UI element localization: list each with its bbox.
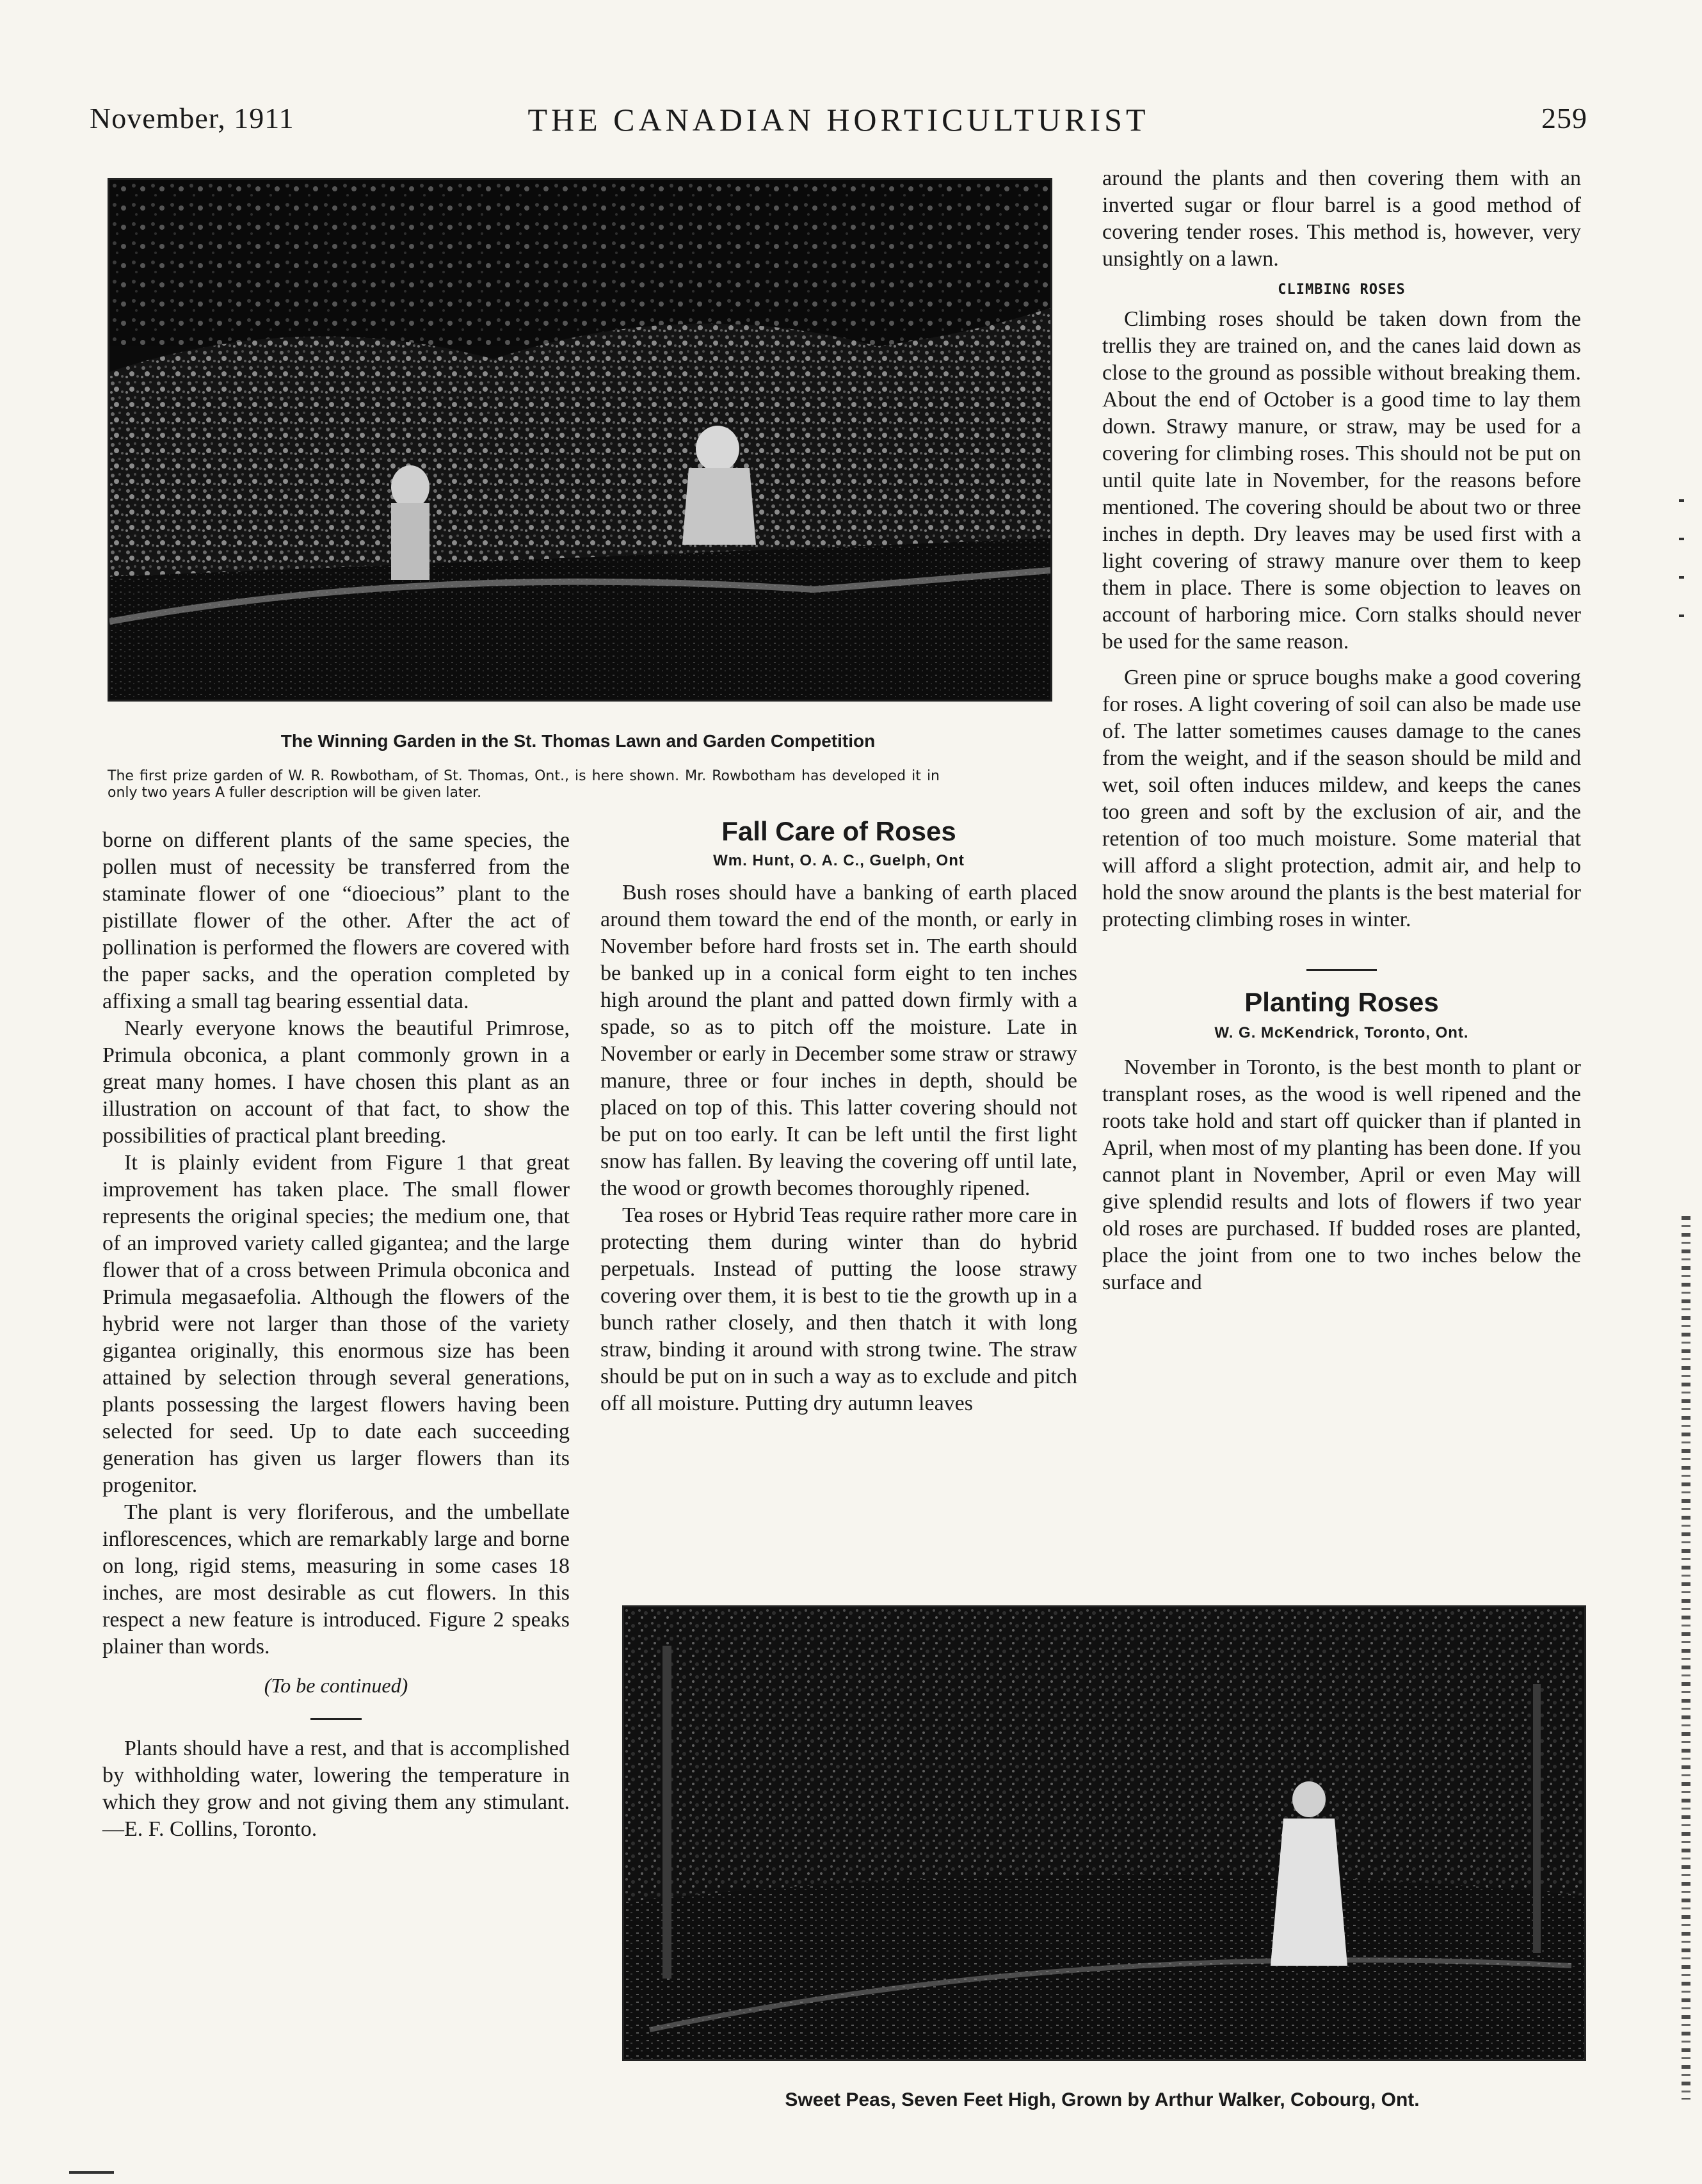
page-number: 259 — [1541, 102, 1587, 134]
collins-note: Plants should have a rest, and that is accomplished by withholding water, lowering the temperature in which they grow and not giving them any stimulant.—E. F. Collins, Toronto. — [102, 1737, 570, 1841]
left-paragraph: Nearly everyone knows the beautiful Primrose, Primula obconica, a plant commonly grown in a great many homes. I have chosen this plant as an illustration on account of that fact, to show the possibilities of practical plant breeding. — [102, 1016, 570, 1148]
left-column — [102, 827, 570, 1843]
climbing-paragraph: Climbing roses should be taken down from the trellis they are trained on, and the canes laid down as close to the ground as possible without breaking them. About the end of October is a good time to lay them down. Strawy manure, or straw, may be used for a covering for climbing roses. This should not be put on until quite late in November, for the reasons before mentioned. The covering should be about two or three inches in depth. Dry leaves may be used first with a light covering of strawy manure over them to keep them in place. There is some objection to leaves on account of harboring mice. Corn stalks should never be used for the same reason. — [1102, 307, 1581, 654]
section-divider — [310, 1718, 362, 1720]
fall-care-continuation: around the plants and then covering them with an inverted sugar or flour barrel is a good method of covering tender roses. This method is, however, very unsightly on a lawn. — [1102, 166, 1581, 271]
planting-roses-byline: W. G. McKendrick, Toronto, Ont. — [1214, 1024, 1469, 1041]
climbing-roses-subhead: CLIMBING ROSES — [1278, 282, 1406, 298]
section-divider — [1306, 969, 1377, 971]
left-paragraph: It is plainly evident from Figure 1 that great improvement has taken place. The small flower represents the original species; the medium one, that of an improved variety called gigantea; and the large flower that of a cross between Primula obconica and Primula megasaefolia. Although the flowers of the hybrid were not larger than those of the variety gigantea originally, this enormous size has been attained by selection through several generations, plants possessing the largest flowers having been selected for seed. Up to date each succeeding generation has given us larger flowers than its progenitor. — [102, 1151, 570, 1497]
right-column — [1102, 165, 1581, 1296]
climbing-paragraph: Green pine or spruce boughs make a good covering for roses. A light covering of soil can also be made use of. The latter sometimes causes damage to the canes from the weight, and if the season should be mild and wet, soil often induces mildew, and keeps the canes too green and soft by the exclusion of air, and the retention of too much moisture. Some material that will afford a slight protection, admit air, and help to hold the snow around the plants is the best material for protecting climbing roses in winter. — [1102, 666, 1581, 931]
left-paragraph: borne on different plants of the same species, the pollen must of necessity be transferred from the staminate flower of one “dioecious” plant to the pistillate flower of the other. After the act of pollination is performed the flowers are covered with the paper sacks, and the operation completed by affixing a small tag bearing essential data. — [102, 828, 570, 1013]
fall-care-byline: Wm. Hunt, O. A. C., Guelph, Ont — [713, 852, 965, 869]
magazine-title: THE CANADIAN HORTICULTURIST — [527, 102, 1150, 138]
running-header — [90, 101, 1587, 146]
to-be-continued: (To be continued) — [264, 1674, 408, 1697]
sweet-peas-image — [624, 1607, 1584, 2059]
fall-care-paragraph: Bush roses should have a banking of earth placed around them toward the end of the month, or early in November before hard frosts set in. The earth should be banked up in a conical form eight to ten inches high around the plant and patted down firmly with a spade, so as to pitch off the moisture. Late in November or early in December some straw or strawy manure, three or four inches in depth, should be placed on top of this. This latter covering should not be put on too early. It can be left until the first light snow has fallen. By leaving the covering off until late, the wood or growth becomes thoroughly ripened. — [600, 881, 1077, 1200]
scan-mark — [69, 2171, 114, 2174]
top-photo-caption-text: The first prize garden of W. R. Rowbotham, of St. Thomas, Ont., is here shown. Mr. Rowbotham has developed it in only two years A fuller description will be given later. — [108, 768, 940, 801]
planting-roses-title: Planting Roses — [1244, 987, 1439, 1017]
top-photo-caption-title: The Winning Garden in the St. Thomas Lawn and Garden Competition — [280, 731, 876, 751]
sweet-peas-photo — [622, 1605, 1586, 2061]
scan-specks — [1679, 499, 1684, 627]
fall-care-article — [600, 818, 1077, 1417]
fall-care-title: Fall Care of Roses — [721, 816, 956, 846]
winning-garden-photo — [108, 178, 1052, 702]
planting-paragraph: November in Toronto, is the best month to plant or transplant roses, as the wood is well ripened and the roots take hold and start off quicker than if planted in April, when most of my planting has been done. If you cannot plant in November, April or even May will give splendid results and lots of flowers if two year old roses are purchased. If budded roses are planted, place the joint from one to two inches below the surface and — [1102, 1056, 1581, 1294]
scan-edge-artifact — [1682, 1216, 1690, 2100]
issue-date: November, 1911 — [90, 102, 294, 134]
fall-care-paragraph: Tea roses or Hybrid Teas require rather more care in protecting them during winter than do hybrid perpetuals. Instead of putting the loose strawy covering over them, it is best to tie the growth up in a bunch rather closely, and then thatch it with long straw, binding it around with strong twine. The straw should be put on in such a way as to exclude and pitch off all moisture. Putting dry autumn leaves — [600, 1203, 1077, 1415]
winning-garden-image — [109, 180, 1050, 700]
bottom-photo-caption: Sweet Peas, Seven Feet High, Grown by Arthur Walker, Cobourg, Ont. — [785, 2089, 1420, 2110]
left-paragraph: The plant is very floriferous, and the umbellate inflorescences, which are remarkably large and borne on long, rigid stems, measuring in some cases 18 inches, are most desirable as cut flowers. In this respect a new feature is introduced. Figure 2 speaks plainer than words. — [102, 1500, 570, 1658]
